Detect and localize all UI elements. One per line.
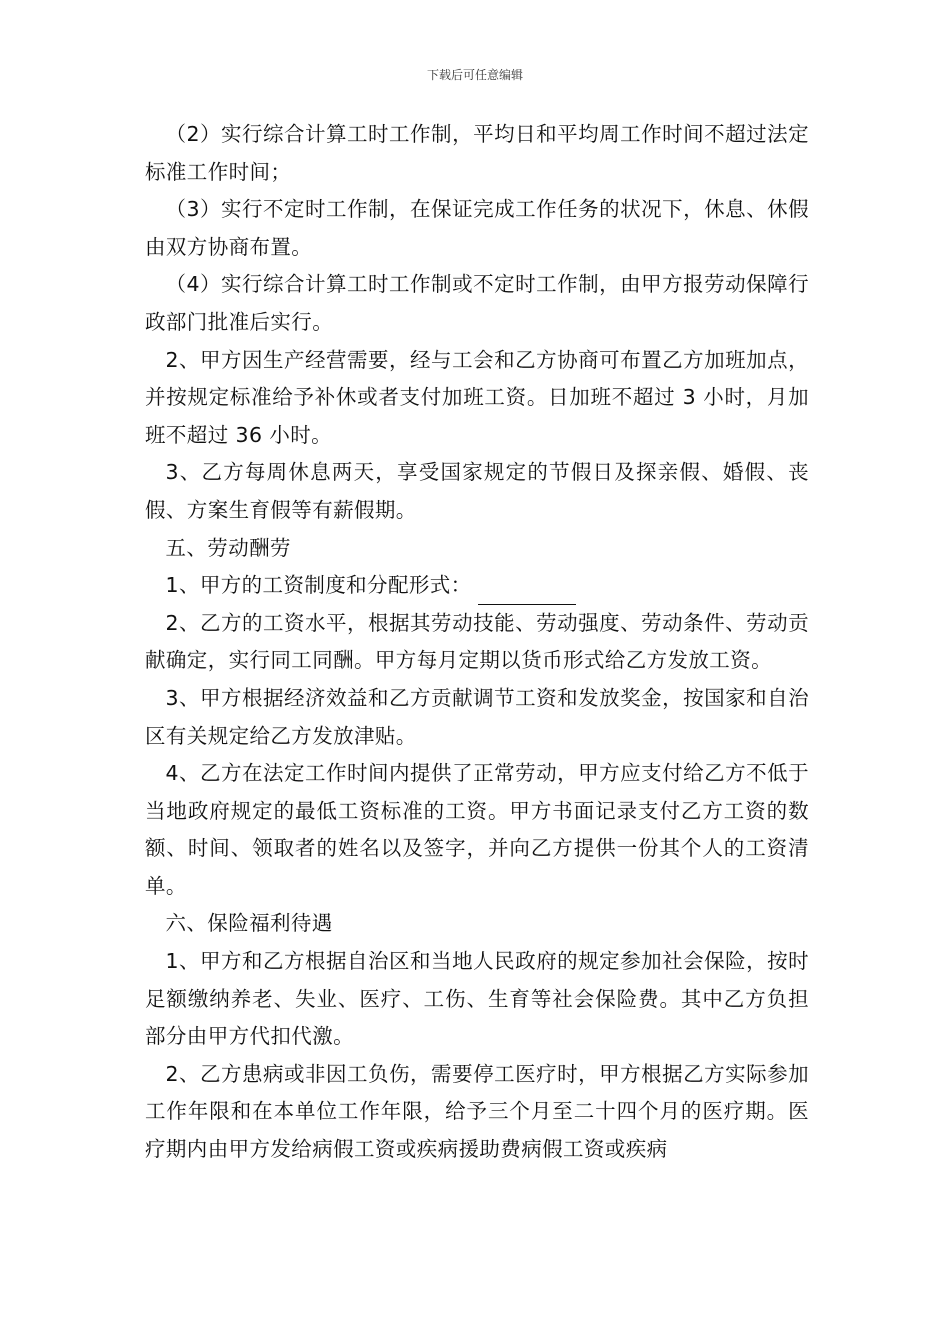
paragraph-medical-period: 2、乙方患病或非因工负伤，需要停工医疗时，甲方根据乙方实际参加工作年限和在本单位工作年限，给予三个月至二十四个月的医疗期。医疗期内由甲方发给病假工资或疾病援助费病假工资或疾病: [145, 1061, 809, 1162]
fill-in-blank: [478, 582, 576, 605]
paragraph-wage-level: 2、乙方的工资水平，根据其劳动技能、劳动强度、劳动条件、劳动贡献确定，实行同工同酬。甲方每月定期以货币形式给乙方发放工资。: [145, 610, 809, 673]
paragraph-bonus: 3、甲方根据经济效益和乙方贡献调节工资和发放奖金，按国家和自治区有关规定给乙方发放津贴。: [145, 685, 809, 748]
paragraph-minimum-wage: 4、乙方在法定工作时间内提供了正常劳动，甲方应支付给乙方不低于当地政府规定的最低工资标准的工资。甲方书面记录支付乙方工资的数额、时间、领取者的姓名以及签字，并向乙方提供一份其个人的工资清单。: [145, 761, 809, 898]
section-heading-remuneration: 五、劳动酬劳: [165, 535, 291, 560]
wage-system-label: 1、甲方的工资制度和分配形式：: [165, 573, 472, 598]
paragraph-clause-4: （4）实行综合计算工时工作制或不定时工作制，由甲方报劳动保障行政部门批准后实行。: [145, 272, 809, 334]
paragraph-rest-days: 3、乙方每周休息两天，享受国家规定的节假日及探亲假、婚假、丧假、方案生育假等有薪假期。: [145, 460, 809, 522]
paragraph-clause-2: （2）实行综合计算工时工作制，平均日和平均周工作时间不超过法定标准工作时间；: [145, 122, 809, 184]
document-body: [145, 116, 809, 1169]
page-header: 下载后可任意编辑: [426, 68, 523, 82]
section-heading-insurance: 六、保险福利待遇: [165, 911, 333, 936]
paragraph-wage-system: [145, 567, 809, 605]
paragraph-clause-3: （3）实行不定时工作制，在保证完成工作任务的状况下，休息、休假由双方协商布置。: [145, 197, 809, 259]
paragraph-social-insurance: 1、甲方和乙方根据自治区和当地人民政府的规定参加社会保险，按时足额缴纳养老、失业、医疗、工伤、生育等社会保险费。其中乙方负担部分由甲方代扣代激。: [145, 949, 809, 1049]
paragraph-overtime: 2、甲方因生产经营需要，经与工会和乙方协商可布置乙方加班加点，并按规定标准给予补休或者支付加班工资。日加班不超过 3 小时，月加班不超过 36 小时。: [145, 347, 809, 447]
